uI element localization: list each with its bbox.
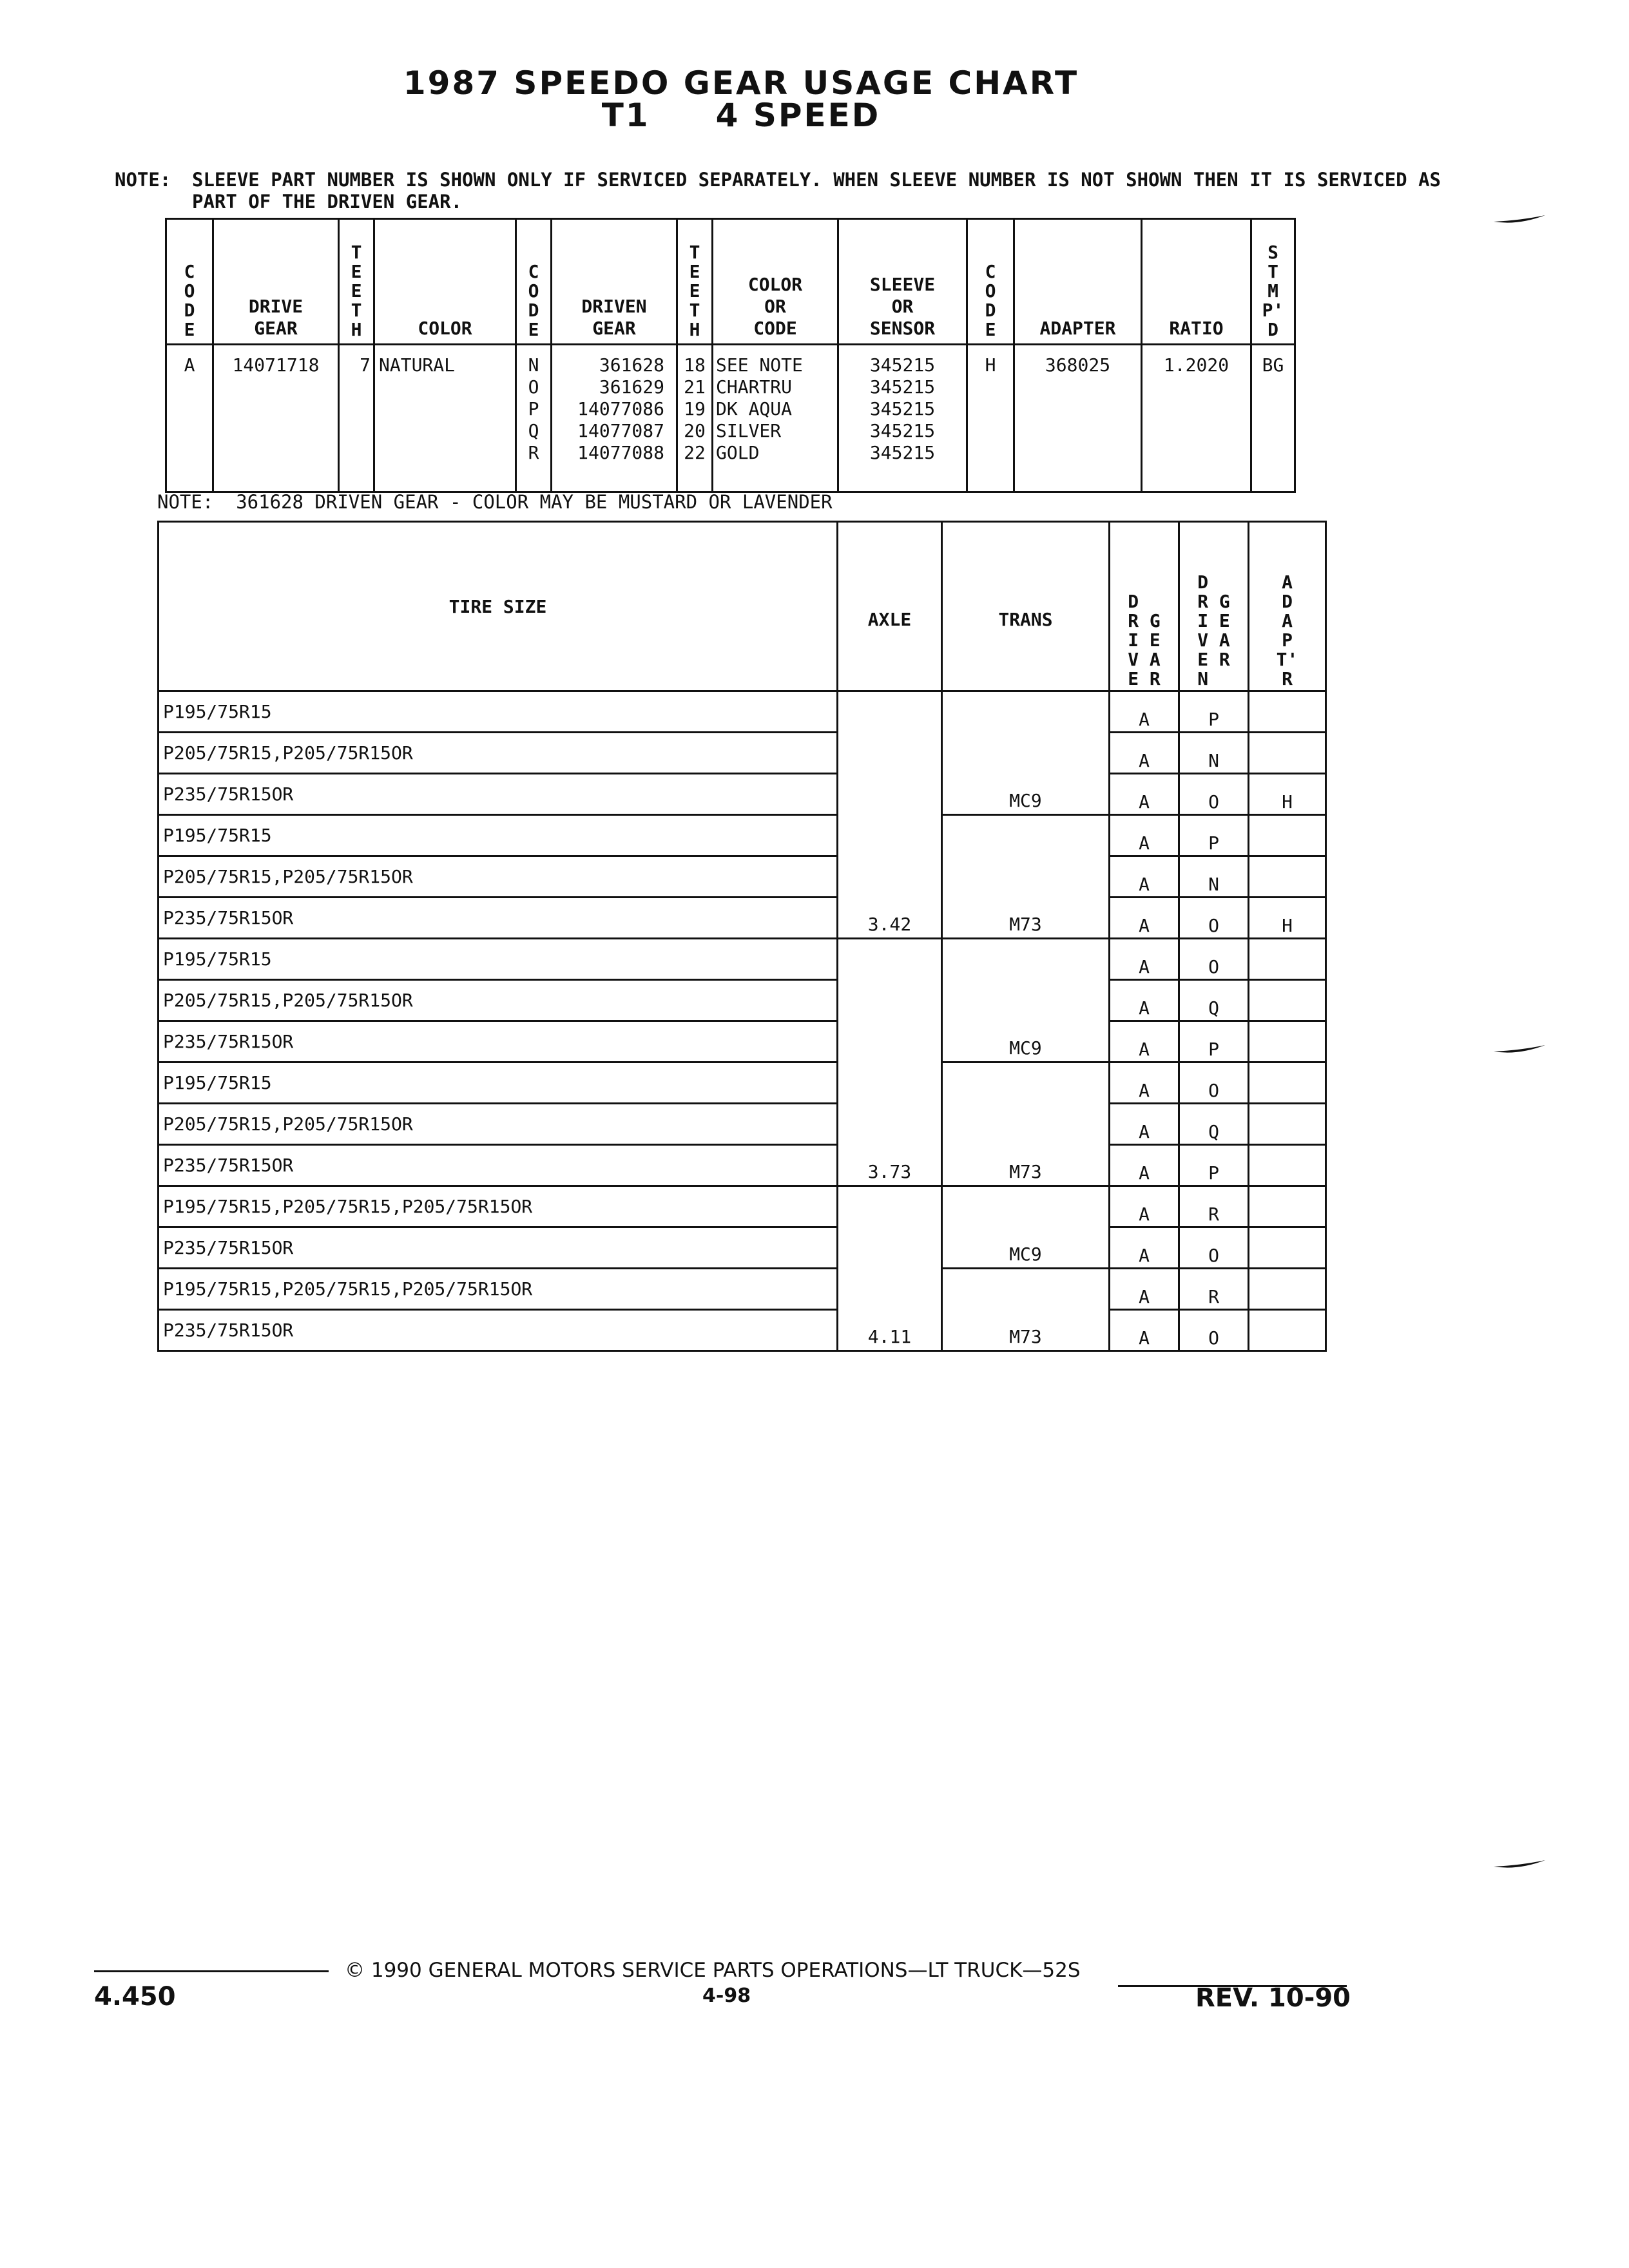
adapter-code-cell — [1249, 939, 1326, 980]
footer-page-number: 4-98 — [702, 1984, 751, 2007]
driven-gear-code-cell: P — [1179, 691, 1249, 733]
driven-gear-code-cell: P — [1179, 1145, 1249, 1186]
trans-cell: M73 — [942, 1062, 1110, 1186]
cell-adapter-code: H — [967, 345, 1014, 492]
table-row — [159, 691, 1326, 733]
header-code: C O D E — [166, 219, 213, 345]
tire-size-cell: P205/75R15,P205/75R15OR — [159, 980, 838, 1021]
margin-tick-mark — [1492, 1044, 1547, 1055]
table-row — [159, 1062, 1326, 1104]
drive-gear-code-cell: A — [1110, 691, 1179, 733]
note-label: NOTE: — [115, 169, 171, 191]
tire-size-cell: P205/75R15,P205/75R15OR — [159, 1104, 838, 1145]
drive-gear-code-cell: A — [1110, 1021, 1179, 1062]
drive-gear-code-cell: A — [1110, 815, 1179, 856]
driven-gear-code-cell: O — [1179, 898, 1249, 939]
gear-table — [165, 218, 1296, 493]
footer-copyright: © 1990 GENERAL MOTORS SERVICE PARTS OPERATIONS—LT TRUCK—52S — [345, 1959, 1081, 1982]
tire-size-cell: P235/75R15OR — [159, 898, 838, 939]
tire-usage-table — [157, 521, 1327, 1352]
adapter-code-cell — [1249, 1104, 1326, 1145]
table-row — [159, 898, 1326, 939]
header-code-3: C O D E — [967, 219, 1014, 345]
header-stmpd: S T M P' D — [1251, 219, 1295, 345]
cell-adapter: 368025 — [1014, 345, 1142, 492]
drive-gear-code-cell: A — [1110, 1227, 1179, 1269]
driven-gear-code-cell: R — [1179, 1269, 1249, 1310]
driven-gear-code-cell: P — [1179, 815, 1249, 856]
drive-gear-code-cell: A — [1110, 733, 1179, 774]
header-teeth: T E E T H — [339, 219, 374, 345]
adapter-code-cell — [1249, 691, 1326, 733]
adapter-code-cell — [1249, 856, 1326, 898]
cell-driven-colors: SEE NOTE CHARTRU DK AQUA SILVER GOLD — [713, 345, 838, 492]
drive-gear-code-cell: A — [1110, 1104, 1179, 1145]
tire-size-cell: P235/75R15OR — [159, 1145, 838, 1186]
margin-tick-mark — [1492, 214, 1547, 226]
tire-size-cell: P195/75R15 — [159, 1062, 838, 1104]
driven-gear-code-cell: O — [1179, 1227, 1249, 1269]
cell-stmpd: BG — [1251, 345, 1295, 492]
cell-drive-gear: 14071718 — [213, 345, 339, 492]
tire-size-cell: P205/75R15,P205/75R15OR — [159, 733, 838, 774]
adapter-code-cell: H — [1249, 898, 1326, 939]
gear-table-row — [166, 345, 1295, 492]
driven-gear-code-cell: P — [1179, 1021, 1249, 1062]
chart-title-line1: 1987 SPEEDO GEAR USAGE CHART — [403, 64, 1079, 102]
table-row — [159, 774, 1326, 815]
table-row — [159, 815, 1326, 856]
tire-size-cell: P235/75R15OR — [159, 774, 838, 815]
adapter-code-cell — [1249, 733, 1326, 774]
driven-gear-code-cell: O — [1179, 1310, 1249, 1351]
drive-gear-code-cell: A — [1110, 1269, 1179, 1310]
trans-cell: MC9 — [942, 1186, 1110, 1269]
trans-cell: M73 — [942, 815, 1110, 939]
tire-size-cell: P235/75R15OR — [159, 1227, 838, 1269]
header-color: COLOR — [374, 219, 516, 345]
usage-table-header — [159, 522, 1326, 691]
table-row — [159, 939, 1326, 980]
tire-size-cell: P195/75R15,P205/75R15,P205/75R15OR — [159, 1269, 838, 1310]
trans-cell: MC9 — [942, 939, 1110, 1062]
adapter-code-cell — [1249, 1269, 1326, 1310]
drive-gear-code-cell: A — [1110, 856, 1179, 898]
table-row — [159, 1021, 1326, 1062]
cell-ratio: 1.2020 — [1142, 345, 1251, 492]
table-row — [159, 1186, 1326, 1227]
table-row — [159, 980, 1326, 1021]
header-drive-gear: D R G I E V A E R — [1110, 522, 1179, 691]
drive-gear-code-cell: A — [1110, 1186, 1179, 1227]
drive-gear-code-cell: A — [1110, 898, 1179, 939]
driven-gear-code-cell: O — [1179, 1062, 1249, 1104]
table-row — [159, 1269, 1326, 1310]
driven-gear-code-cell: N — [1179, 856, 1249, 898]
driven-gear-color-note: NOTE: 361628 DRIVEN GEAR - COLOR MAY BE MUSTARD OR LAVENDER — [157, 491, 833, 513]
drive-gear-code-cell: A — [1110, 1145, 1179, 1186]
table-row — [159, 1227, 1326, 1269]
drive-gear-code-cell: A — [1110, 939, 1179, 980]
footer-section-number: 4.450 — [94, 1982, 176, 2012]
drive-gear-code-cell: A — [1110, 1310, 1179, 1351]
driven-gear-code-cell: O — [1179, 774, 1249, 815]
table-row — [159, 1145, 1326, 1186]
table-row — [159, 1310, 1326, 1351]
adapter-code-cell — [1249, 1062, 1326, 1104]
usage-table-body — [159, 691, 1326, 1351]
header-driven-gear: D R G I E V A E R N — [1179, 522, 1249, 691]
gear-table-header — [166, 219, 1295, 345]
header-teeth-2: T E E T H — [677, 219, 713, 345]
adapter-code-cell — [1249, 1145, 1326, 1186]
cell-sleeves: 345215 345215 345215 345215 345215 — [838, 345, 967, 492]
header-tire-size: TIRE SIZE — [159, 522, 838, 691]
header-code-2: C O D E — [516, 219, 552, 345]
header-adapter: ADAPTER — [1014, 219, 1142, 345]
table-row — [159, 1104, 1326, 1145]
header-adaptr: A D A P T' R — [1249, 522, 1326, 691]
driven-gear-code-cell: O — [1179, 939, 1249, 980]
cell-driven-teeth: 18 21 19 20 22 — [677, 345, 713, 492]
header-drive-gear: DRIVE GEAR — [213, 219, 339, 345]
drive-gear-code-cell: A — [1110, 1062, 1179, 1104]
tire-size-cell: P195/75R15 — [159, 815, 838, 856]
tire-size-cell: P205/75R15,P205/75R15OR — [159, 856, 838, 898]
axle-cell: 3.73 — [838, 939, 942, 1186]
tire-size-cell: P195/75R15 — [159, 939, 838, 980]
chart-title-line2: T1 4 SPEED — [601, 97, 881, 134]
trans-cell: M73 — [942, 1269, 1110, 1351]
cell-driven-gears: 361628 361629 14077086 14077087 14077088 — [552, 345, 677, 492]
cell-code: A — [166, 345, 213, 492]
adapter-code-cell — [1249, 1021, 1326, 1062]
table-row — [159, 856, 1326, 898]
footer-revision: REV. 10-90 — [1195, 1983, 1351, 2013]
trans-cell: MC9 — [942, 691, 1110, 815]
tire-size-cell: P235/75R15OR — [159, 1310, 838, 1351]
adapter-code-cell — [1249, 815, 1326, 856]
cell-teeth: 7 — [339, 345, 374, 492]
adapter-code-cell: H — [1249, 774, 1326, 815]
axle-cell: 3.42 — [838, 691, 942, 939]
table-row — [159, 733, 1326, 774]
driven-gear-code-cell: N — [1179, 733, 1249, 774]
adapter-code-cell — [1249, 1186, 1326, 1227]
header-trans: TRANS — [942, 522, 1110, 691]
header-sleeve-or-sensor: SLEEVE OR SENSOR — [838, 219, 967, 345]
adapter-code-cell — [1249, 1227, 1326, 1269]
cell-driven-codes: N O P Q R — [516, 345, 552, 492]
tire-size-cell: P195/75R15 — [159, 691, 838, 733]
driven-gear-code-cell: Q — [1179, 1104, 1249, 1145]
header-driven-gear: DRIVEN GEAR — [552, 219, 677, 345]
tire-size-cell: P235/75R15OR — [159, 1021, 838, 1062]
driven-gear-code-cell: Q — [1179, 980, 1249, 1021]
cell-color: NATURAL — [374, 345, 516, 492]
axle-cell: 4.11 — [838, 1186, 942, 1351]
drive-gear-code-cell: A — [1110, 774, 1179, 815]
driven-gear-code-cell: R — [1179, 1186, 1249, 1227]
header-ratio: RATIO — [1142, 219, 1251, 345]
footer-rule-left — [94, 1970, 329, 1972]
drive-gear-code-cell: A — [1110, 980, 1179, 1021]
tire-size-cell: P195/75R15,P205/75R15,P205/75R15OR — [159, 1186, 838, 1227]
adapter-code-cell — [1249, 1310, 1326, 1351]
header-color-or-code: COLOR OR CODE — [713, 219, 838, 345]
header-axle: AXLE — [838, 522, 942, 691]
margin-tick-mark — [1492, 1859, 1547, 1870]
adapter-code-cell — [1249, 980, 1326, 1021]
note-text: SLEEVE PART NUMBER IS SHOWN ONLY IF SERVICED SEPARATELY. WHEN SLEEVE NUMBER IS NOT SHOWN THEN IT IS SERVICED AS PART OF THE DRIVEN GEAR. — [192, 169, 1441, 213]
